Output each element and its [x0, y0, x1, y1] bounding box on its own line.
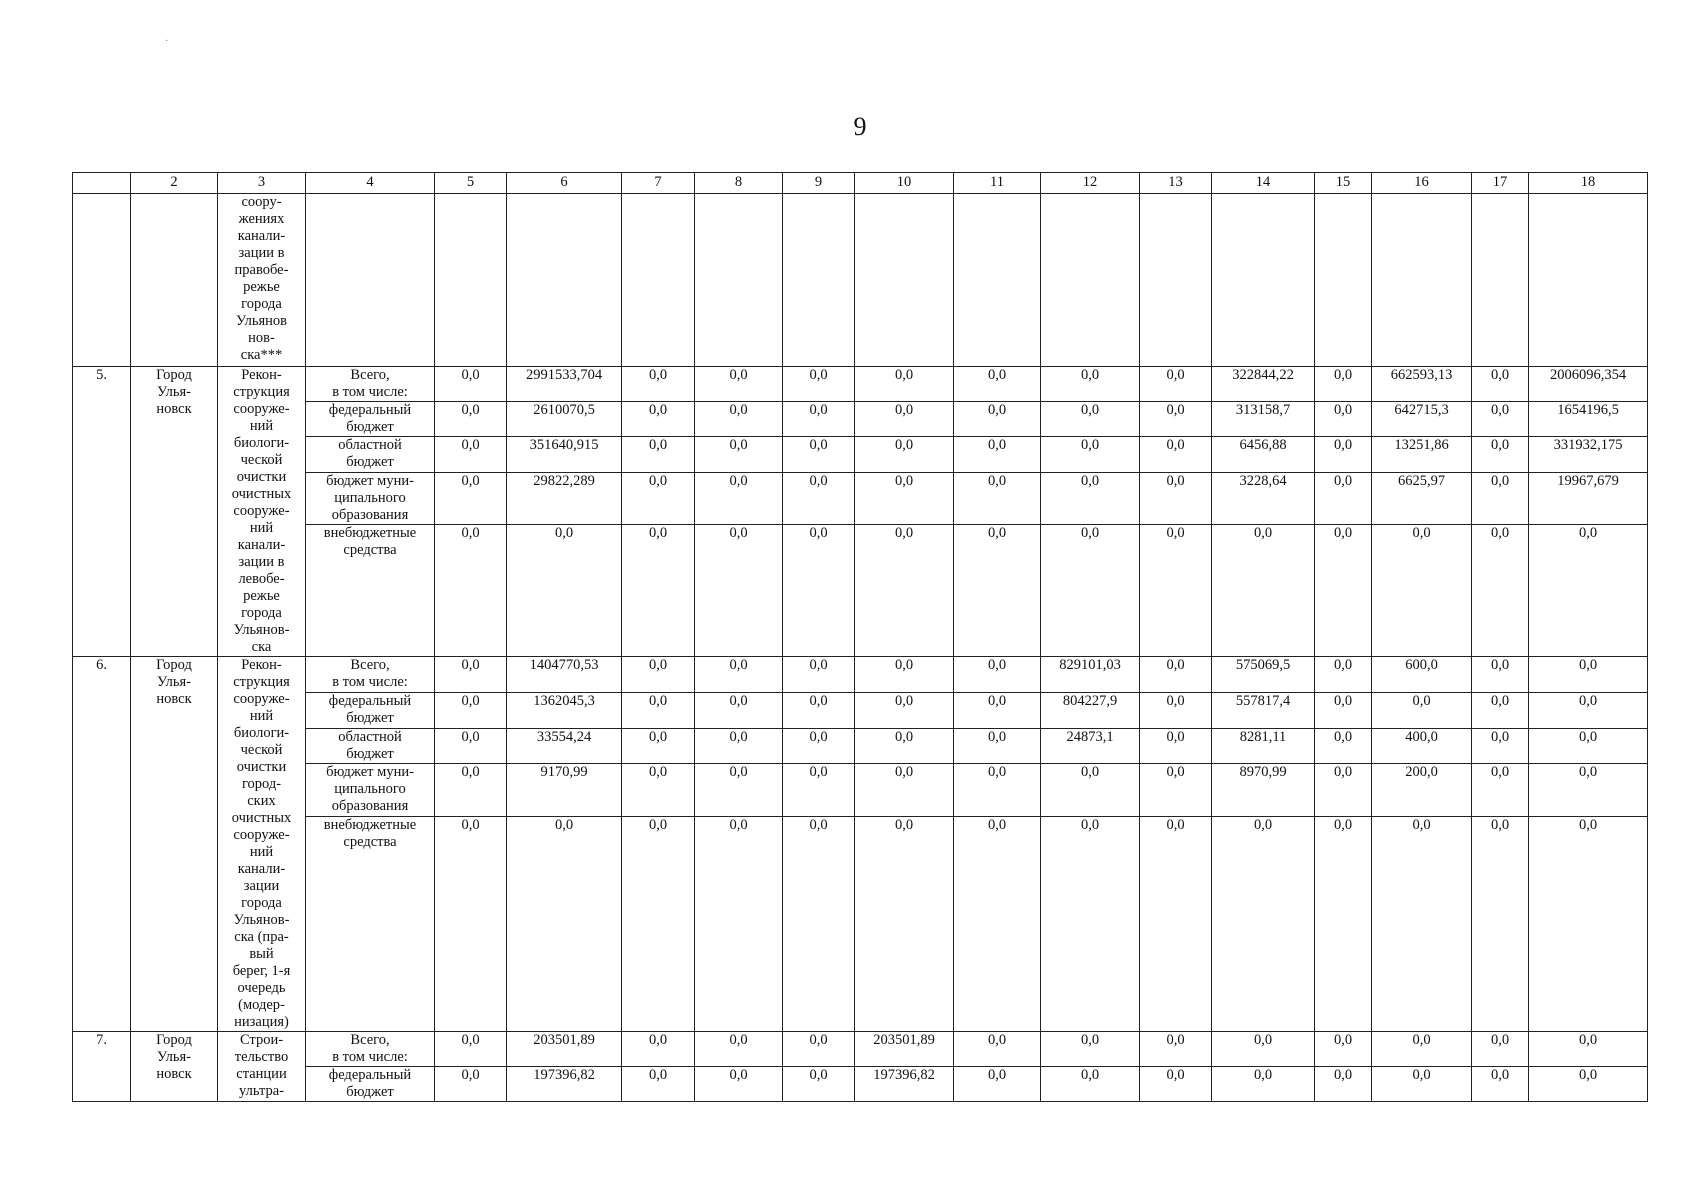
table-row — [73, 1067, 1648, 1102]
scan-speck: · — [165, 36, 169, 47]
value-cell: 557817,4 — [1212, 692, 1315, 728]
empty-cell — [1529, 194, 1648, 367]
value-cell: 0,0 — [954, 367, 1041, 402]
table-row — [73, 817, 1648, 1032]
value-cell: 0,0 — [1140, 1067, 1212, 1102]
funding-source-cell: областной бюджет — [306, 728, 435, 764]
table-row — [73, 1032, 1648, 1067]
value-cell: 0,0 — [622, 764, 695, 817]
value-cell: 0,0 — [783, 1032, 855, 1067]
value-cell: 0,0 — [954, 525, 1041, 657]
value-cell: 0,0 — [1372, 692, 1472, 728]
value-cell: 2610070,5 — [507, 402, 622, 437]
value-cell: 0,0 — [695, 367, 783, 402]
value-cell: 351640,915 — [507, 437, 622, 472]
header-cell-3: 3 — [218, 173, 306, 194]
empty-cell — [1315, 194, 1372, 367]
value-cell: 3228,64 — [1212, 472, 1315, 524]
value-cell: 804227,9 — [1041, 692, 1140, 728]
value-cell: 0,0 — [855, 657, 954, 693]
funding-source-cell: бюджет муни- ципального образования — [306, 472, 435, 524]
header-cell-9: 9 — [783, 173, 855, 194]
value-cell: 0,0 — [435, 1067, 507, 1102]
value-cell: 0,0 — [1315, 367, 1372, 402]
value-cell: 0,0 — [1472, 764, 1529, 817]
value-cell: 0,0 — [695, 525, 783, 657]
value-cell: 0,0 — [1212, 525, 1315, 657]
value-cell: 0,0 — [622, 525, 695, 657]
value-cell: 19967,679 — [1529, 472, 1648, 524]
value-cell: 0,0 — [1315, 764, 1372, 817]
budget-table — [72, 172, 1648, 1102]
place-cell — [131, 194, 218, 367]
table-row — [73, 402, 1648, 437]
funding-source-cell: бюджет муни- ципального образования — [306, 764, 435, 817]
empty-cell — [954, 194, 1041, 367]
value-cell: 8970,99 — [1212, 764, 1315, 817]
value-cell: 1362045,3 — [507, 692, 622, 728]
value-cell: 0,0 — [855, 472, 954, 524]
table-row — [73, 657, 1648, 693]
empty-cell — [1472, 194, 1529, 367]
value-cell: 0,0 — [783, 817, 855, 1032]
value-cell: 0,0 — [1212, 817, 1315, 1032]
value-cell: 331932,175 — [1529, 437, 1648, 472]
value-cell: 0,0 — [1529, 817, 1648, 1032]
value-cell: 6625,97 — [1372, 472, 1472, 524]
value-cell: 0,0 — [1472, 402, 1529, 437]
header-cell-16: 16 — [1372, 173, 1472, 194]
header-cell-14: 14 — [1212, 173, 1315, 194]
value-cell: 0,0 — [855, 817, 954, 1032]
value-cell: 0,0 — [622, 367, 695, 402]
value-cell: 575069,5 — [1212, 657, 1315, 693]
value-cell: 0,0 — [1212, 1032, 1315, 1067]
value-cell: 0,0 — [1140, 657, 1212, 693]
empty-cell — [1212, 194, 1315, 367]
value-cell: 0,0 — [695, 817, 783, 1032]
value-cell: 29822,289 — [507, 472, 622, 524]
value-cell: 24873,1 — [1041, 728, 1140, 764]
value-cell: 0,0 — [695, 692, 783, 728]
funding-source-cell: областной бюджет — [306, 437, 435, 472]
value-cell: 6456,88 — [1212, 437, 1315, 472]
value-cell: 0,0 — [954, 692, 1041, 728]
value-cell: 0,0 — [783, 657, 855, 693]
header-cell-4: 4 — [306, 173, 435, 194]
header-cell-7: 7 — [622, 173, 695, 194]
value-cell: 0,0 — [954, 437, 1041, 472]
value-cell: 0,0 — [435, 728, 507, 764]
value-cell: 0,0 — [1529, 692, 1648, 728]
value-cell: 203501,89 — [507, 1032, 622, 1067]
value-cell: 0,0 — [435, 1032, 507, 1067]
value-cell: 0,0 — [783, 525, 855, 657]
value-cell: 0,0 — [1041, 1032, 1140, 1067]
value-cell: 0,0 — [1529, 1067, 1648, 1102]
value-cell: 8281,11 — [1212, 728, 1315, 764]
value-cell: 0,0 — [622, 817, 695, 1032]
value-cell: 0,0 — [783, 367, 855, 402]
value-cell: 0,0 — [1140, 692, 1212, 728]
empty-cell — [622, 194, 695, 367]
value-cell: 0,0 — [954, 472, 1041, 524]
value-cell: 313158,7 — [1212, 402, 1315, 437]
row-number-cell — [73, 194, 131, 367]
value-cell: 0,0 — [954, 817, 1041, 1032]
value-cell: 0,0 — [1472, 367, 1529, 402]
value-cell: 0,0 — [783, 728, 855, 764]
value-cell: 0,0 — [1140, 764, 1212, 817]
value-cell: 0,0 — [1529, 525, 1648, 657]
value-cell: 600,0 — [1372, 657, 1472, 693]
header-cell-13: 13 — [1140, 173, 1212, 194]
value-cell: 0,0 — [1472, 1032, 1529, 1067]
funding-source-cell: Всего, в том числе: — [306, 367, 435, 402]
value-cell: 0,0 — [507, 525, 622, 657]
value-cell: 197396,82 — [855, 1067, 954, 1102]
value-cell: 33554,24 — [507, 728, 622, 764]
value-cell: 0,0 — [695, 764, 783, 817]
funding-source-cell: федеральный бюджет — [306, 402, 435, 437]
header-cell-2: 2 — [131, 173, 218, 194]
value-cell: 0,0 — [622, 1032, 695, 1067]
row-number-cell: 5. — [73, 367, 131, 657]
value-cell: 2006096,354 — [1529, 367, 1648, 402]
value-cell: 0,0 — [1315, 1032, 1372, 1067]
value-cell: 0,0 — [695, 402, 783, 437]
funding-source-cell: федеральный бюджет — [306, 1067, 435, 1102]
header-cell-5: 5 — [435, 173, 507, 194]
value-cell: 0,0 — [435, 437, 507, 472]
value-cell: 0,0 — [954, 1032, 1041, 1067]
funding-source-cell: федеральный бюджет — [306, 692, 435, 728]
value-cell: 0,0 — [1472, 817, 1529, 1032]
table-row — [73, 764, 1648, 817]
value-cell: 0,0 — [855, 728, 954, 764]
empty-cell — [783, 194, 855, 367]
value-cell: 0,0 — [783, 1067, 855, 1102]
value-cell: 0,0 — [622, 472, 695, 524]
value-cell: 0,0 — [783, 764, 855, 817]
value-cell: 0,0 — [1041, 402, 1140, 437]
empty-cell — [855, 194, 954, 367]
value-cell: 0,0 — [1140, 817, 1212, 1032]
table-row — [73, 367, 1648, 402]
header-cell-15: 15 — [1315, 173, 1372, 194]
value-cell: 0,0 — [435, 657, 507, 693]
value-cell: 0,0 — [954, 657, 1041, 693]
value-cell: 0,0 — [855, 764, 954, 817]
value-cell: 0,0 — [1041, 817, 1140, 1032]
header-cell-10: 10 — [855, 173, 954, 194]
value-cell: 0,0 — [622, 728, 695, 764]
value-cell: 0,0 — [1041, 764, 1140, 817]
empty-cell — [507, 194, 622, 367]
value-cell: 0,0 — [695, 472, 783, 524]
header-cell-12: 12 — [1041, 173, 1140, 194]
value-cell: 0,0 — [1041, 367, 1140, 402]
value-cell: 0,0 — [1041, 525, 1140, 657]
value-cell: 0,0 — [507, 817, 622, 1032]
value-cell: 0,0 — [1140, 1032, 1212, 1067]
measure-description-cell: Рекон- струкция сооруже- ний биологи- ческой очистки город- ских очистных сооруже- ний канали- зации города Ульянов- ска (пра- вый берег, 1-я очередь (модер- низация) — [218, 657, 306, 1032]
value-cell: 0,0 — [1315, 1067, 1372, 1102]
value-cell: 0,0 — [1372, 1032, 1472, 1067]
measure-description-cell: Рекон- струкция сооруже- ний биологи- ческой очистки очистных сооруже- ний канали- зации в левобе- режье города Ульянов- ска — [218, 367, 306, 657]
value-cell: 0,0 — [1472, 728, 1529, 764]
value-cell: 0,0 — [435, 764, 507, 817]
value-cell: 0,0 — [435, 525, 507, 657]
value-cell: 0,0 — [1315, 437, 1372, 472]
row-number-cell: 7. — [73, 1032, 131, 1102]
value-cell: 0,0 — [435, 692, 507, 728]
value-cell: 0,0 — [1472, 1067, 1529, 1102]
value-cell: 0,0 — [954, 764, 1041, 817]
value-cell: 0,0 — [1315, 817, 1372, 1032]
value-cell: 0,0 — [783, 472, 855, 524]
header-row — [73, 173, 1648, 194]
value-cell: 0,0 — [435, 367, 507, 402]
empty-cell — [1372, 194, 1472, 367]
value-cell: 0,0 — [622, 657, 695, 693]
value-cell: 0,0 — [1372, 1067, 1472, 1102]
header-cell-18: 18 — [1529, 173, 1648, 194]
funding-source-cell: Всего, в том числе: — [306, 1032, 435, 1067]
value-cell: 322844,22 — [1212, 367, 1315, 402]
funding-source-cell: Всего, в том числе: — [306, 657, 435, 693]
value-cell: 0,0 — [1472, 657, 1529, 693]
value-cell: 0,0 — [855, 692, 954, 728]
value-cell: 0,0 — [1372, 817, 1472, 1032]
header-cell-6: 6 — [507, 173, 622, 194]
value-cell: 200,0 — [1372, 764, 1472, 817]
value-cell: 0,0 — [1315, 728, 1372, 764]
value-cell: 197396,82 — [507, 1067, 622, 1102]
place-cell: Город Улья- новск — [131, 657, 218, 1032]
value-cell: 0,0 — [783, 402, 855, 437]
value-cell: 0,0 — [695, 1067, 783, 1102]
value-cell: 0,0 — [1041, 472, 1140, 524]
value-cell: 0,0 — [855, 402, 954, 437]
value-cell: 0,0 — [622, 692, 695, 728]
value-cell: 9170,99 — [507, 764, 622, 817]
value-cell: 400,0 — [1372, 728, 1472, 764]
value-cell: 0,0 — [1529, 1032, 1648, 1067]
value-cell: 0,0 — [954, 402, 1041, 437]
header-cell-8: 8 — [695, 173, 783, 194]
value-cell: 0,0 — [622, 437, 695, 472]
value-cell: 0,0 — [1472, 472, 1529, 524]
empty-cell — [435, 194, 507, 367]
value-cell: 829101,03 — [1041, 657, 1140, 693]
value-cell: 0,0 — [954, 728, 1041, 764]
value-cell: 0,0 — [1472, 692, 1529, 728]
funding-source-cell: внебюджетные средства — [306, 817, 435, 1032]
value-cell: 0,0 — [695, 1032, 783, 1067]
table-row — [73, 472, 1648, 524]
value-cell: 0,0 — [1212, 1067, 1315, 1102]
value-cell: 0,0 — [1529, 728, 1648, 764]
value-cell: 662593,13 — [1372, 367, 1472, 402]
value-cell: 0,0 — [1472, 437, 1529, 472]
value-cell: 0,0 — [783, 437, 855, 472]
value-cell: 0,0 — [435, 817, 507, 1032]
value-cell: 0,0 — [1315, 657, 1372, 693]
value-cell: 0,0 — [435, 472, 507, 524]
value-cell: 0,0 — [1140, 402, 1212, 437]
header-cell-11: 11 — [954, 173, 1041, 194]
value-cell: 0,0 — [954, 1067, 1041, 1102]
value-cell: 0,0 — [1529, 764, 1648, 817]
value-cell: 0,0 — [435, 402, 507, 437]
value-cell: 0,0 — [1315, 472, 1372, 524]
empty-cell — [1140, 194, 1212, 367]
value-cell: 0,0 — [1041, 1067, 1140, 1102]
value-cell: 13251,86 — [1372, 437, 1472, 472]
value-cell: 0,0 — [695, 657, 783, 693]
table-row — [73, 728, 1648, 764]
value-cell: 0,0 — [1472, 525, 1529, 657]
row-number-cell: 6. — [73, 657, 131, 1032]
table-row-continuation — [73, 194, 1648, 367]
value-cell: 0,0 — [855, 437, 954, 472]
page-number: 9 — [853, 112, 867, 141]
value-cell: 0,0 — [695, 728, 783, 764]
table-row — [73, 525, 1648, 657]
place-cell: Город Улья- новск — [131, 1032, 218, 1102]
place-cell: Город Улья- новск — [131, 367, 218, 657]
value-cell: 1404770,53 — [507, 657, 622, 693]
value-cell: 0,0 — [695, 437, 783, 472]
table-row — [73, 692, 1648, 728]
value-cell: 0,0 — [1315, 692, 1372, 728]
value-cell: 1654196,5 — [1529, 402, 1648, 437]
value-cell: 0,0 — [622, 402, 695, 437]
measure-description-cell: соору- жениях канали- зации в правобе- режье города Ульянов нов- ска*** — [218, 194, 306, 367]
empty-cell — [695, 194, 783, 367]
value-cell: 0,0 — [1140, 367, 1212, 402]
value-cell: 0,0 — [855, 525, 954, 657]
value-cell: 0,0 — [1372, 525, 1472, 657]
value-cell: 203501,89 — [855, 1032, 954, 1067]
header-cell-1 — [73, 173, 131, 194]
empty-cell — [306, 194, 435, 367]
value-cell: 0,0 — [622, 1067, 695, 1102]
funding-source-cell: внебюджетные средства — [306, 525, 435, 657]
measure-description-cell: Строи- тельство станции ультра- — [218, 1032, 306, 1102]
value-cell: 0,0 — [1041, 437, 1140, 472]
value-cell: 0,0 — [1140, 437, 1212, 472]
value-cell: 0,0 — [1315, 525, 1372, 657]
value-cell: 0,0 — [1140, 525, 1212, 657]
value-cell: 0,0 — [855, 367, 954, 402]
value-cell: 0,0 — [1140, 472, 1212, 524]
value-cell: 0,0 — [1140, 728, 1212, 764]
empty-cell — [1041, 194, 1140, 367]
value-cell: 0,0 — [1315, 402, 1372, 437]
value-cell: 642715,3 — [1372, 402, 1472, 437]
value-cell: 0,0 — [1529, 657, 1648, 693]
value-cell: 0,0 — [783, 692, 855, 728]
table-row — [73, 437, 1648, 472]
header-cell-17: 17 — [1472, 173, 1529, 194]
value-cell: 2991533,704 — [507, 367, 622, 402]
